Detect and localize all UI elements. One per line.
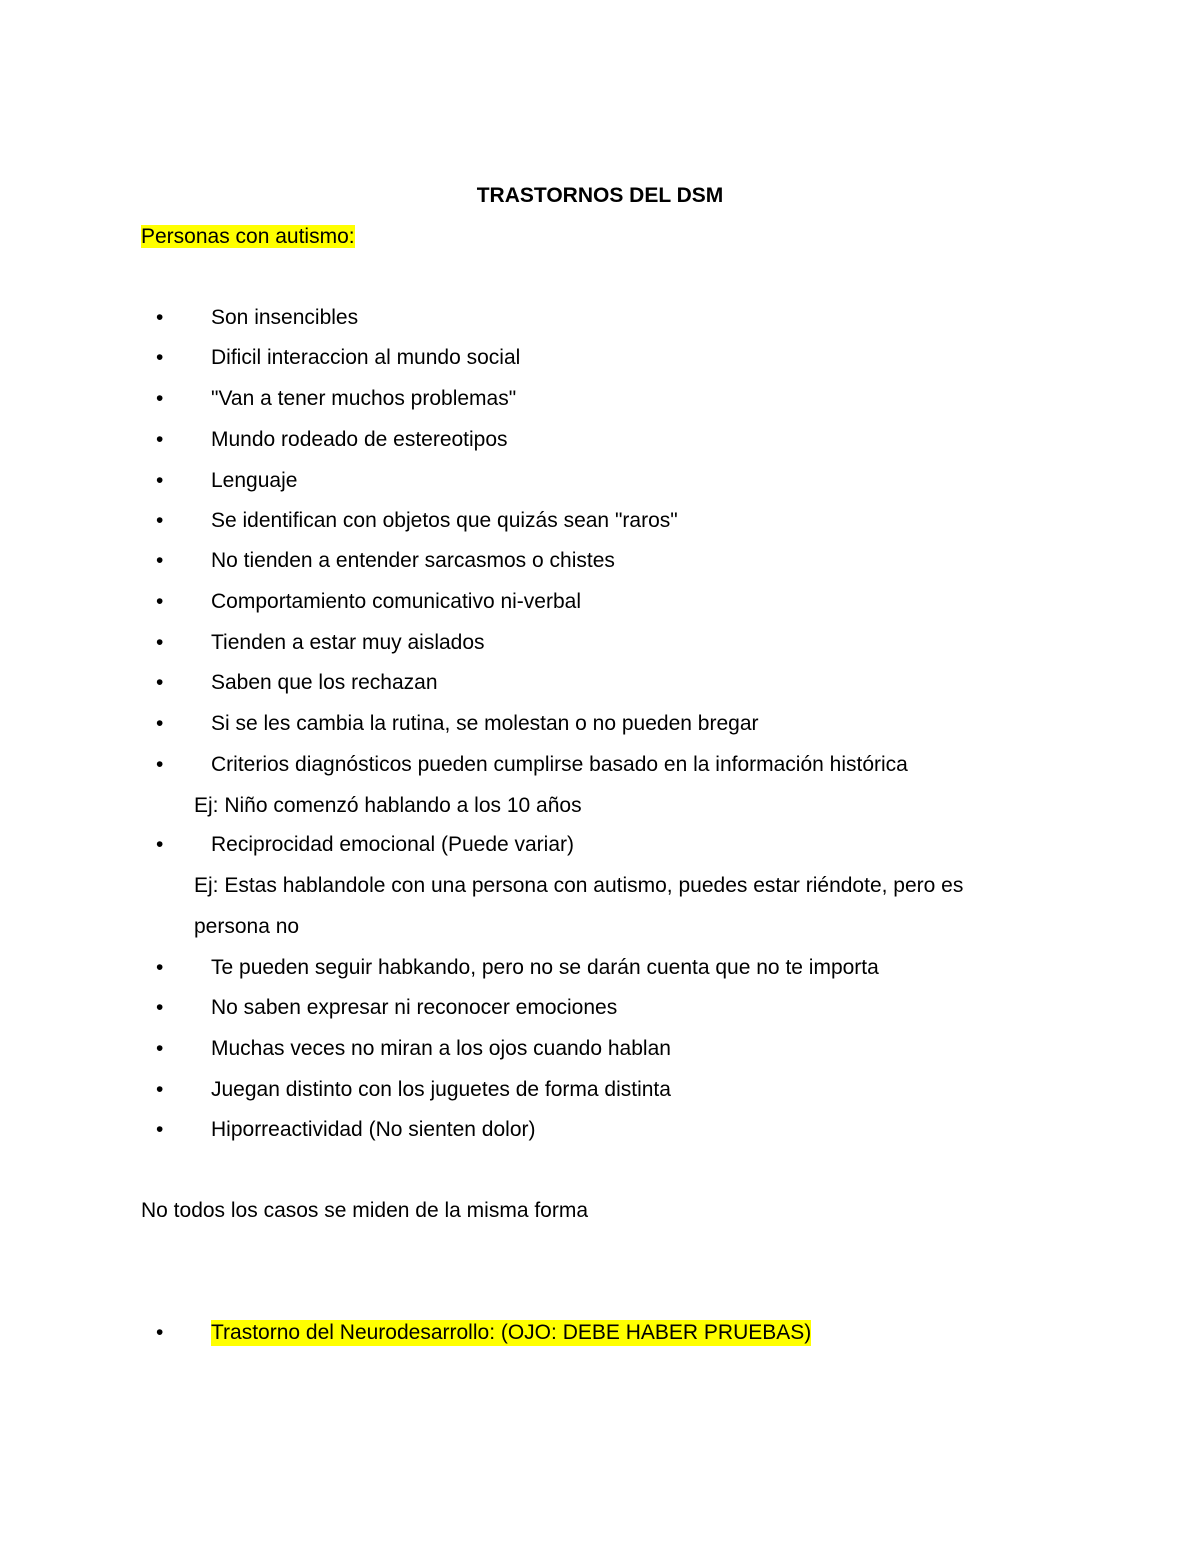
list-item-text: Reciprocidad emocional (Puede variar): [211, 833, 575, 856]
list-item-text-highlighted: Trastorno del Neurodesarrollo: (OJO: DEBE HABER PRUEBAS): [211, 1321, 812, 1344]
bullet-icon: •: [156, 712, 164, 735]
note-text: No todos los casos se miden de la misma forma: [141, 1199, 589, 1222]
list-item-text: Muchas veces no miran a los ojos cuando hablan: [211, 1037, 671, 1060]
example-text-continued: persona no: [194, 915, 300, 938]
list-item-text: Son insencibles: [211, 306, 359, 329]
bullet-icon: •: [156, 996, 164, 1019]
bullet-icon: •: [156, 1321, 164, 1344]
list-item-text: Te pueden seguir habkando, pero no se darán cuenta que no te importa: [211, 956, 879, 979]
bullet-icon: •: [156, 631, 164, 654]
bullet-icon: •: [156, 590, 164, 613]
bullet-icon: •: [156, 1118, 164, 1141]
list-item-text: Hiporreactividad (No sienten dolor): [211, 1118, 536, 1141]
list-item-text: Mundo rodeado de estereotipos: [211, 428, 508, 451]
bullet-icon: •: [156, 306, 164, 329]
list-item-text: "Van a tener muchos problemas": [211, 387, 517, 410]
list-item-text: No tienden a entender sarcasmos o chistes: [211, 549, 615, 572]
list-item-text: Juegan distinto con los juguetes de forma distinta: [211, 1078, 671, 1101]
example-text: Ej: Niño comenzó hablando a los 10 años: [194, 794, 582, 817]
bullet-icon: •: [156, 753, 164, 776]
bullet-icon: •: [156, 1037, 164, 1060]
bullet-icon: •: [156, 346, 164, 369]
list-item-text: Criterios diagnósticos pueden cumplirse basado en la información histórica: [211, 753, 908, 776]
list-item-text: Saben que los rechazan: [211, 671, 438, 694]
document-title: TRASTORNOS DEL DSM: [476, 184, 724, 207]
bullet-icon: •: [156, 469, 164, 492]
bullet-icon: •: [156, 428, 164, 451]
list-item-text: Se identifican con objetos que quizás sean "raros": [211, 509, 678, 532]
list-item-text: No saben expresar ni reconocer emociones: [211, 996, 618, 1019]
list-item-text: Lenguaje: [211, 469, 298, 492]
bullet-icon: •: [156, 549, 164, 572]
bullet-icon: •: [156, 956, 164, 979]
section-heading-highlight: Personas con autismo:: [141, 225, 355, 248]
bullet-icon: •: [156, 1078, 164, 1101]
list-item-text: Si se les cambia la rutina, se molestan o no pueden bregar: [211, 712, 759, 735]
bullet-icon: •: [156, 833, 164, 856]
list-item-text: Comportamiento comunicativo ni-verbal: [211, 590, 581, 613]
bullet-icon: •: [156, 387, 164, 410]
list-item-text: Dificil interaccion al mundo social: [211, 346, 521, 369]
list-item-text: Tienden a estar muy aislados: [211, 631, 485, 654]
bullet-icon: •: [156, 509, 164, 532]
bullet-icon: •: [156, 671, 164, 694]
example-text: Ej: Estas hablandole con una persona con autismo, puedes estar riéndote, pero es: [194, 874, 964, 897]
section-heading: [141, 224, 355, 250]
